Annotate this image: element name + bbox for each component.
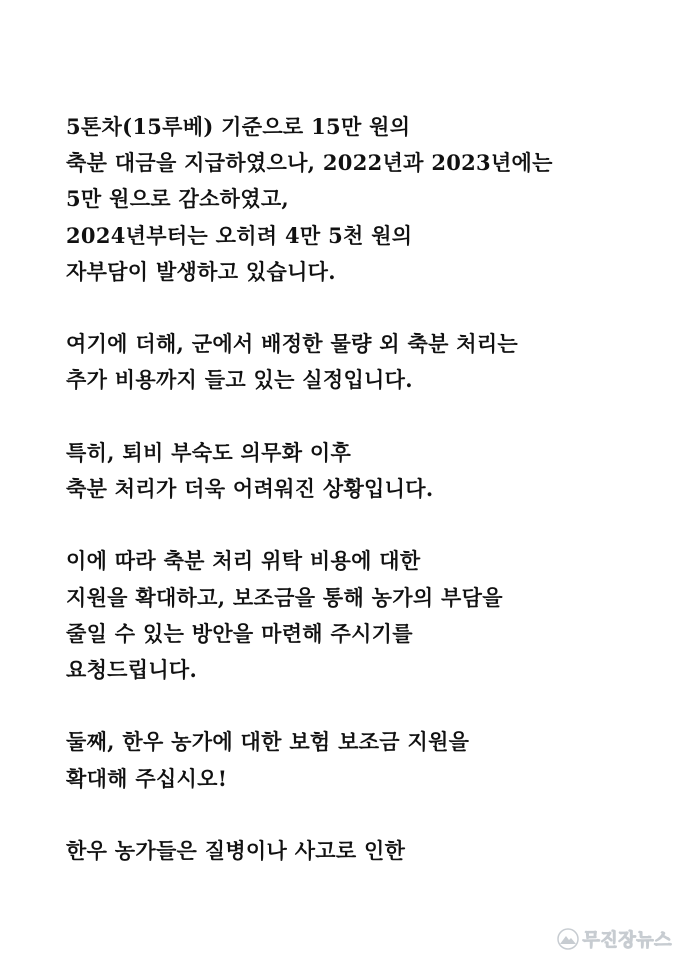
text-line: 둘째, 한우 농가에 대한 보험 보조금 지원을 <box>66 729 470 755</box>
text-line: 축분 처리가 더욱 어려워진 상황입니다. <box>66 476 434 501</box>
text-line: 추가 비용까지 들고 있는 실정입니다. <box>66 367 413 393</box>
watermark-text: 무진장뉴스 <box>582 930 672 951</box>
watermark <box>557 926 672 952</box>
paragraph-gap <box>66 399 666 435</box>
paragraph-gap <box>66 797 666 833</box>
paragraph <box>66 833 666 869</box>
paragraph <box>66 435 666 507</box>
text-line: 5만 원으로 감소하였고, <box>66 186 290 212</box>
text-line: 이에 따라 축분 처리 위탁 비용에 대한 <box>66 548 421 574</box>
text-line: 5톤차(15루베) 기준으로 15만 원의 <box>66 114 411 139</box>
text-line: 자부담이 발생하고 있습니다. <box>66 258 336 284</box>
paragraph <box>66 109 666 290</box>
text-line: 요청드립니다. <box>66 657 198 682</box>
paragraph-gap <box>66 507 666 543</box>
text-line: 축분 대금을 지급하였으나, 2022년과 2023년에는 <box>66 150 553 176</box>
text-line: 확대해 주십시오! <box>66 765 228 791</box>
text-line: 한우 농가들은 질병이나 사고로 인한 <box>66 837 406 863</box>
text-line: 줄일 수 있는 방안을 마련해 주시기를 <box>66 620 413 646</box>
paragraph <box>66 543 666 688</box>
text-line: 특히, 퇴비 부숙도 의무화 이후 <box>66 439 352 465</box>
mountain-logo-icon <box>557 928 579 950</box>
paragraph-gap <box>66 688 666 724</box>
document-body <box>66 109 666 869</box>
text-line: 여기에 더해, 군에서 배정한 물량 외 축분 처리는 <box>66 331 519 357</box>
paragraph <box>66 724 666 796</box>
text-line: 2024년부터는 오히려 4만 5천 원의 <box>66 222 413 248</box>
paragraph-gap <box>66 290 666 326</box>
text-line: 지원을 확대하고, 보조금을 통해 농가의 부담을 <box>66 584 503 610</box>
paragraph <box>66 326 666 398</box>
